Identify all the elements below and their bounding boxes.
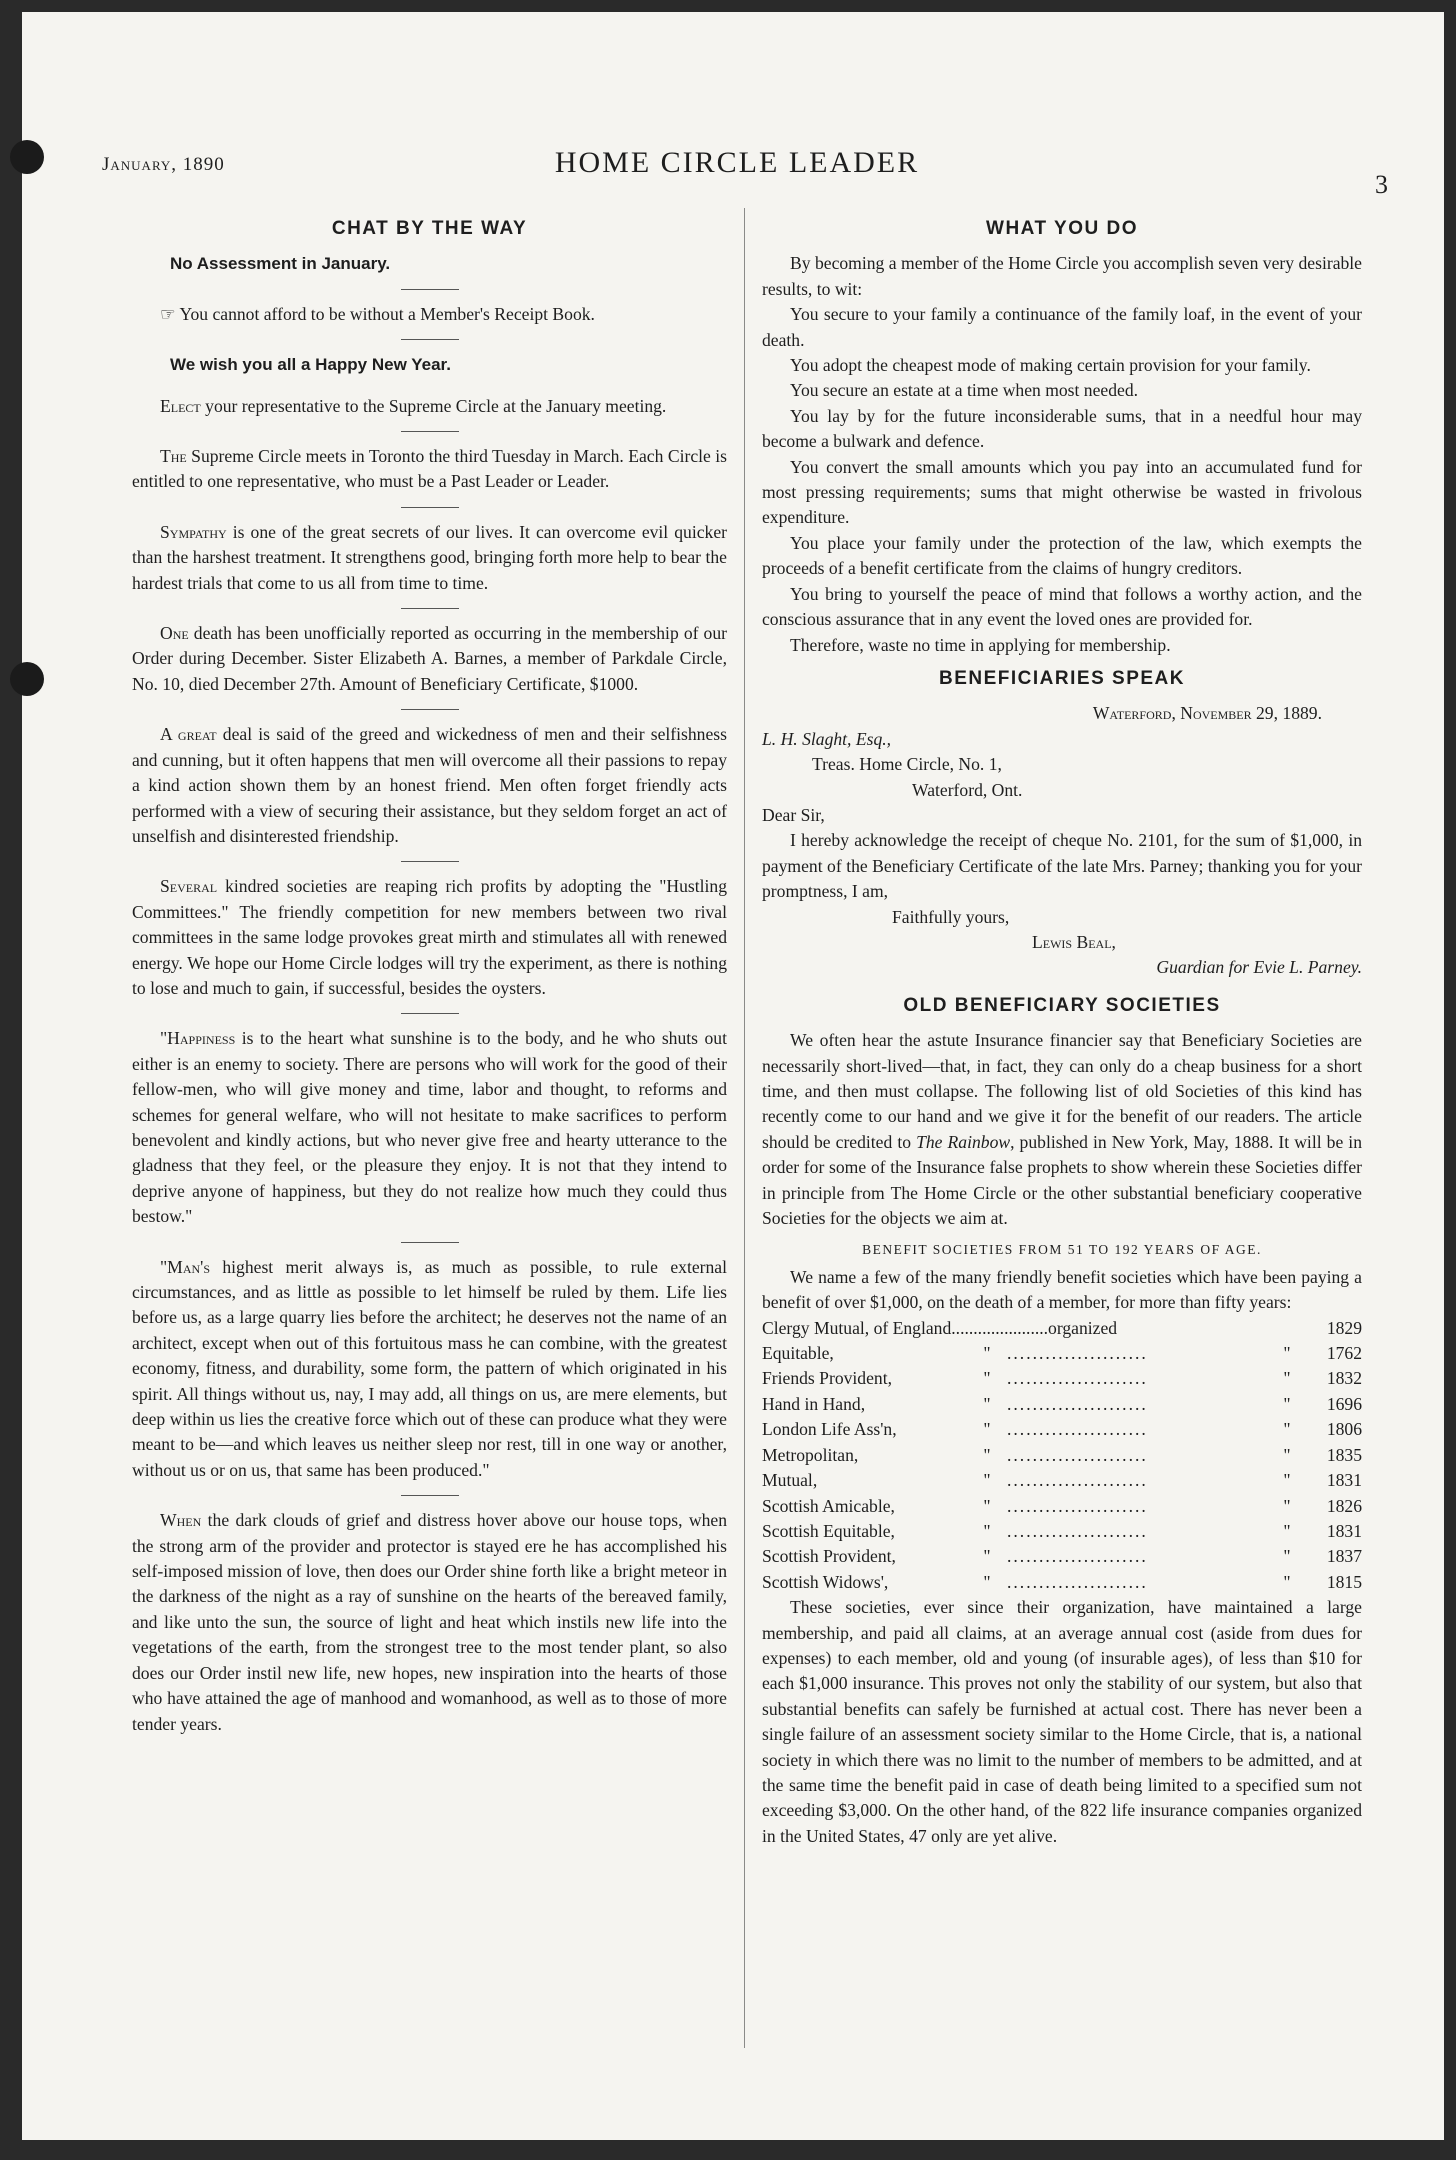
paragraph-mans-merit: "Man's highest merit always is, as much as possible, to rule external circumstances, and as little as possible to let himself be ruled by them. Life lies before us, as a large quarry lies before the architect; he deserves not the name of an architect, except when out of this fortuitous mass he can combine, with the greatest economy, fitness, and durability, some form, the pattern of which originated in his spirit. All things without us, nay, I may add, all things on us, are mere elements, but deep within us lies the creative force which out of these can produce what they were meant to be—and which leaves us neither sleep nor rest, till in one way or another, without us or on us, that same has been produced."	[132, 1256, 727, 1480]
what-paragraph: You convert the small amounts which you pay into an accumulated fund for most pressing requirements; sums that might otherwise be wasted in frivolous expenditure.	[762, 456, 1362, 528]
table-row: London Life Ass'n, " ...................... " 1806	[762, 1419, 1362, 1440]
right-column	[762, 208, 1362, 1849]
separator	[401, 1013, 459, 1014]
new-year-greeting: We wish you all a Happy New Year.	[170, 355, 451, 375]
publication-title: HOME CIRCLE LEADER	[554, 146, 920, 179]
what-paragraph: You secure to your family a continuance of the family loaf, in the event of your death.	[762, 304, 1362, 350]
paragraph-happiness: "Happiness is to the heart what sunshine is to the body, and he who shuts out either is an enemy to society. There are persons who will work for the good of their fellow-men, who will give money and time, labor and thought, to reforms and schemes for general welfare, who will not hesitate to make sacrifices to perform benevolent and kindly actions, but who never give free and hearty utterance to the gladness that they feel, or the pleasure they enjoy. It is not that they intend to deprive anyone of happiness, but they do not realize how much they could thus bestow."	[132, 1028, 727, 1227]
paragraph-sympathy: Sympathy is one of the great secrets of our lives. It can overcome evil quicker than the harshest treatment. It strengthens good, bringing forth more help to bear the hardest trials that come to us all from time to time.	[132, 521, 727, 593]
what-paragraph: You lay by for the future inconsiderable sums, that in a needful hour may become a bulwark and defence.	[762, 405, 1362, 452]
no-assessment-notice: No Assessment in January.	[170, 254, 391, 274]
letter-addressee: L. H. Slaght, Esq.,	[762, 728, 892, 749]
old-societies-paragraph: We often hear the astute Insurance financier say that Beneficiary Societies are necessarily short-lived—that, in fact, they can only do a cheap business for a short time, and then must collapse. The following list of old Societies of this kind has recently come to our hand and we give it for the benefit of our readers. The article should be credited to The Rainbow, published in New York, May, 1888. It will be in order for some of the Insurance false prophets to show wherein these Societies differ in principle from The Home Circle or the other substantial beneficiary cooperative Societies for the objects we aim at.	[762, 1030, 1362, 1229]
separator	[401, 431, 459, 432]
letter-salutation: Dear Sir,	[762, 804, 825, 825]
letter-closing: Faithfully yours,	[892, 906, 1010, 927]
what-paragraph: By becoming a member of the Home Circle you accomplish seven very desirable results, to wit:	[762, 253, 1362, 299]
table-row: Scottish Equitable, " ...................... " 1831	[762, 1520, 1362, 1541]
table-row: Metropolitan, " ...................... " 1835	[762, 1444, 1362, 1465]
table-row: Clergy Mutual, of England......................organized 1829	[762, 1317, 1362, 1338]
section-heading-what-you-do: WHAT YOU DO	[986, 218, 1138, 239]
separator	[401, 608, 459, 609]
section-heading-chat: CHAT BY THE WAY	[331, 218, 528, 239]
separator	[401, 339, 459, 340]
left-column	[132, 208, 727, 1737]
table-row: Scottish Amicable, " ...................... " 1826	[762, 1495, 1362, 1516]
page-header	[102, 132, 1388, 199]
table-row: Friends Provident, " ...................... " 1832	[762, 1368, 1362, 1389]
separator	[401, 709, 459, 710]
issue-date: January, 1890	[102, 154, 225, 175]
separator	[401, 289, 459, 290]
separator	[401, 1242, 459, 1243]
what-paragraph: You bring to yourself the peace of mind that follows a worthy action, and the conscious assurance that in any event the loved ones are provided for.	[762, 583, 1362, 630]
table-row: Scottish Provident, " ...................... " 1837	[762, 1546, 1362, 1567]
column-divider	[744, 208, 745, 2048]
what-paragraph: You place your family under the protection of the law, which exempts the proceeds of a benefit certificate from the claims of hungry creditors.	[762, 532, 1362, 579]
receipt-book-notice: ☞ You cannot afford to be without a Member's Receipt Book.	[160, 303, 595, 324]
letter-address-line: Waterford, Ont.	[912, 779, 1023, 800]
binding-hole	[10, 140, 44, 174]
binding-hole	[10, 662, 44, 696]
subheading-benefit-societies: BENEFIT SOCIETIES FROM 51 TO 192 YEARS OF AGE.	[862, 1242, 1262, 1258]
paragraph-dark-clouds: When the dark clouds of grief and distress hover above our house tops, when the strong arm of the provider and protector is stayed ere he has accomplished his self-imposed mission of love, then does our Order shine forth like a bright meteor in the darkness of the night as a ray of sunshine on the hearts of the bereaved family, and like unto the sun, the source of light and heat which instils new life into the vegetations of the earth, from the strongest tree to the most tender plant, so also does our Order instil new life, new hopes, new inspiration into the hearts of those who have attained the age of manhood and womanhood, as well as to those of more tender years.	[132, 1510, 727, 1734]
table-row: Equitable, " ...................... " 1762	[762, 1343, 1362, 1364]
letter-body: I hereby acknowledge the receipt of cheque No. 2101, for the sum of $1,000, in payment of the Beneficiary Certificate of the late Mrs. Parney; thanking you for your promptness, I am,	[762, 830, 1362, 902]
what-paragraph: You adopt the cheapest mode of making certain provision for your family.	[790, 355, 1311, 376]
what-paragraph: Therefore, waste no time in applying for membership.	[790, 634, 1171, 655]
beneficiary-letter	[762, 701, 1362, 980]
separator	[401, 507, 459, 508]
what-paragraph: You secure an estate at a time when most needed.	[790, 380, 1139, 401]
separator	[401, 1495, 459, 1496]
separator	[401, 861, 459, 862]
paragraph-greed: A great deal is said of the greed and wickedness of men and their selfishness and cunning, but it often happens that men will overcome all their passions to repay a kind action shown them by an honest friend. Men often forget friendly acts performed with a view of securing their assistance, but they seldom forget an act of unselfish and disinterested friendship.	[132, 724, 727, 846]
newspaper-page	[22, 12, 1444, 2140]
table-row: Mutual, " ...................... " 1831	[762, 1470, 1362, 1491]
letter-signer-title: Guardian for Evie L. Parney.	[1156, 957, 1362, 978]
letter-dateline: Waterford, November 29, 1889.	[1092, 703, 1322, 724]
paragraph-death-report: One death has been unofficially reported as occurring in the membership of our Order during December. Sister Elizabeth A. Barnes, a member of Parkdale Circle, No. 10, died December 27th. Amount of Beneficiary Certificate, $1000.	[132, 623, 727, 694]
section-heading-beneficiaries: BENEFICIARIES SPEAK	[939, 667, 1185, 689]
table-row: Scottish Widows', " ...................... " 1815	[762, 1571, 1362, 1592]
societies-intro: We name a few of the many friendly benefit societies which have been paying a benefit of over $1,000, on the death of a member, for more than fifty years:	[762, 1266, 1362, 1313]
societies-table	[762, 1316, 1362, 1595]
paragraph-elect: Elect your representative to the Supreme Circle at the January meeting.	[160, 395, 667, 416]
paragraph-hustling-committees: Several kindred societies are reaping rich profits by adopting the "Hustling Committees." The friendly competition for new members between two rival committees in the same lodge provokes great mirth and stimulates all with renewed energy. We hope our Home Circle lodges will try the experiment, as there is nothing to lose and much to gain, if successful, besides the oysters.	[132, 876, 727, 998]
table-row: Hand in Hand, " ...................... " 1696	[762, 1393, 1362, 1414]
letter-address-line: Treas. Home Circle, No. 1,	[812, 754, 1002, 775]
section-heading-old-societies: OLD BENEFICIARY SOCIETIES	[903, 994, 1221, 1016]
closing-paragraph: These societies, ever since their organization, have maintained a large membership, and paid all claims, at an average annual cost (aside from dues for expenses) to each member, old and young (of insurable ages), of less than $10 for each $1,000 insurance. This proves not only the stability of our system, but also that substantial benefits can safely be furnished at actual cost. There has never been a single failure of an assessment society similar to the Home Circle, that is, a national society in which there was no limit to the number of members to be admitted, and at the same time the benefit paid in case of death being limited to a specified sum not exceeding $3,000. On the other hand, of the 822 life insurance companies organized in the United States, 47 only are yet alive.	[762, 1597, 1362, 1846]
paragraph-supreme-circle: The Supreme Circle meets in Toronto the third Tuesday in March. Each Circle is entitled to one representative, who must be a Past Leader or Leader.	[132, 446, 727, 492]
page-number: 3	[1375, 170, 1388, 199]
letter-signer: Lewis Beal,	[1032, 931, 1116, 952]
